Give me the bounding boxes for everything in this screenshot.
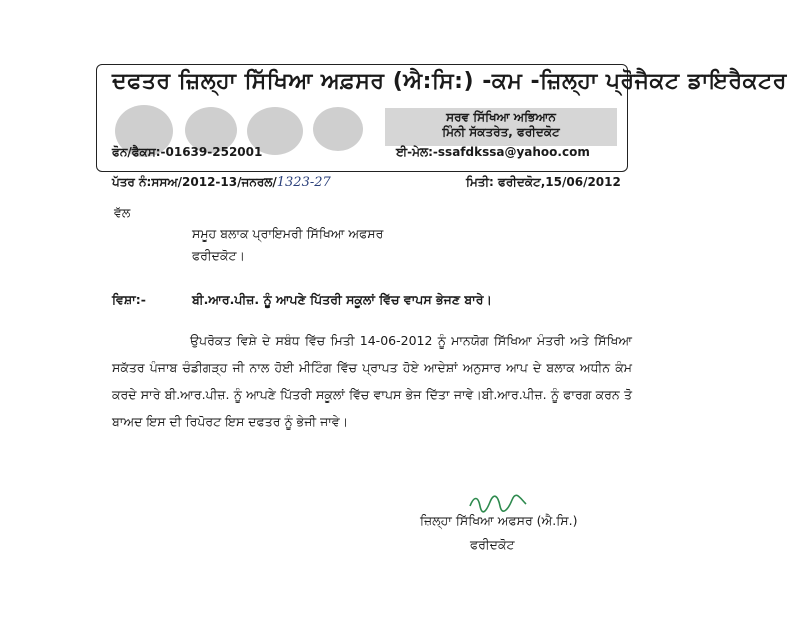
letterhead-subtitle-2: ਮਿੰਨੀ ਸੱਕਤਰੇਤ, ਫਰੀਦਕੋਟ <box>442 125 560 139</box>
letter-body: ਉਪਰੋਕਤ ਵਿਸ਼ੇ ਦੇ ਸਬੰਧ ਵਿੱਚ ਮਿਤੀ 14-06-2012 ਨੂੰ ਮਾਨਯੋਗ ਸਿੱਖਿਆ ਮੰਤਰੀ ਅਤੇ ਸਿੱਖਿਆ ਸਕੱਤਰ ਪੰਜਾਬ ਚੰਡੀਗੜ੍ਹ ਜੀ ਨਾਲ ਹੋਈ ਮੀਟਿੰਗ ਵਿੱਚ ਪ੍ਰਾਪਤ ਹੋਏ ਆਦੇਸ਼ਾਂ ਅਨੁਸਾਰ ਆਪ ਦੇ ਬਲਾਕ ਅਧੀਨ ਕੰਮ ਕਰਦੇ ਸਾਰੇ ਬੀ.ਆਰ.ਪੀਜ਼. ਨੂੰ ਆਪਣੇ ਪਿੱਤਰੀ ਸਕੂਲਾਂ ਵਿੱਚ ਵਾਪਸ ਭੇਜ ਦਿੱਤਾ ਜਾਵੇ।ਬੀ.ਆਰ.ਪੀਜ਼. ਨੂੰ ਫਾਰਗ ਕਰਨ ਤੋ ਬਾਅਦ ਇਸ ਦੀ ਰਿਪੋਰਟ ਇਸ ਦਫਤਰ ਨੂੰ ਭੇਜੀ ਜਾਵੇ। <box>112 333 632 429</box>
signatory-title: ਜ਼ਿਲ੍ਹਾ ਸਿੱਖਿਆ ਅਫਸਰ (ਐ.ਸਿ.) <box>420 513 578 528</box>
letterhead-email: ਈ-ਮੇਲ:-ssafdkssa@yahoo.com <box>396 145 590 159</box>
decorative-circle <box>313 107 363 151</box>
handwritten-reference: 1323-27 <box>276 175 331 190</box>
address-line-1: ਸਮੂਹ ਬਲਾਕ ਪ੍ਰਾਇਮਰੀ ਸਿੱਖਿਆ ਅਫਸਰ <box>192 226 384 241</box>
letter-date: ਮਿਤੀ: ਫਰੀਦਕੋਟ,15/06/2012 <box>466 175 621 189</box>
subject-text: ਬੀ.ਆਰ.ਪੀਜ਼. ਨੂੰ ਆਪਣੇ ਪਿੱਤਰੀ ਸਕੂਲਾਂ ਵਿੱਚ ਵਾਪਸ ਭੇਜਣ ਬਾਰੇ। <box>192 292 492 307</box>
letterhead-subtitle-1: ਸਰਵ ਸਿੱਖਿਆ ਅਭਿਆਨ <box>446 110 556 124</box>
signature-scribble <box>468 492 528 514</box>
subject-label: ਵਿਸ਼ਾ:- <box>112 292 146 307</box>
reference-number <box>112 175 331 190</box>
letterhead-title: ਦਫਤਰ ਜ਼ਿਲ੍ਹਾ ਸਿੱਖਿਆ ਅਫ਼ਸਰ (ਐ:ਸਿ:) -ਕਮ -ਜ਼ਿਲ੍ਹਾ ਪ੍ਰੋਜੈਕਟ ਡਾਇਰੈਕਟਰ <box>112 69 787 94</box>
letterhead-subtitle-box <box>385 108 617 146</box>
signatory-place: ਫਰੀਦਕੋਟ <box>470 537 515 552</box>
to-label: ਵੱਲ <box>114 205 131 220</box>
letterhead-phone: ਫੋਨ/ਫੈਕਸ:-01639-252001 <box>112 145 263 159</box>
address-line-2: ਫਰੀਦਕੋਟ। <box>192 248 245 263</box>
reference-label: ਪੱਤਰ ਨੰ:ਸਸਅ/2012-13/ਜਨਰਲ/ <box>112 175 277 189</box>
